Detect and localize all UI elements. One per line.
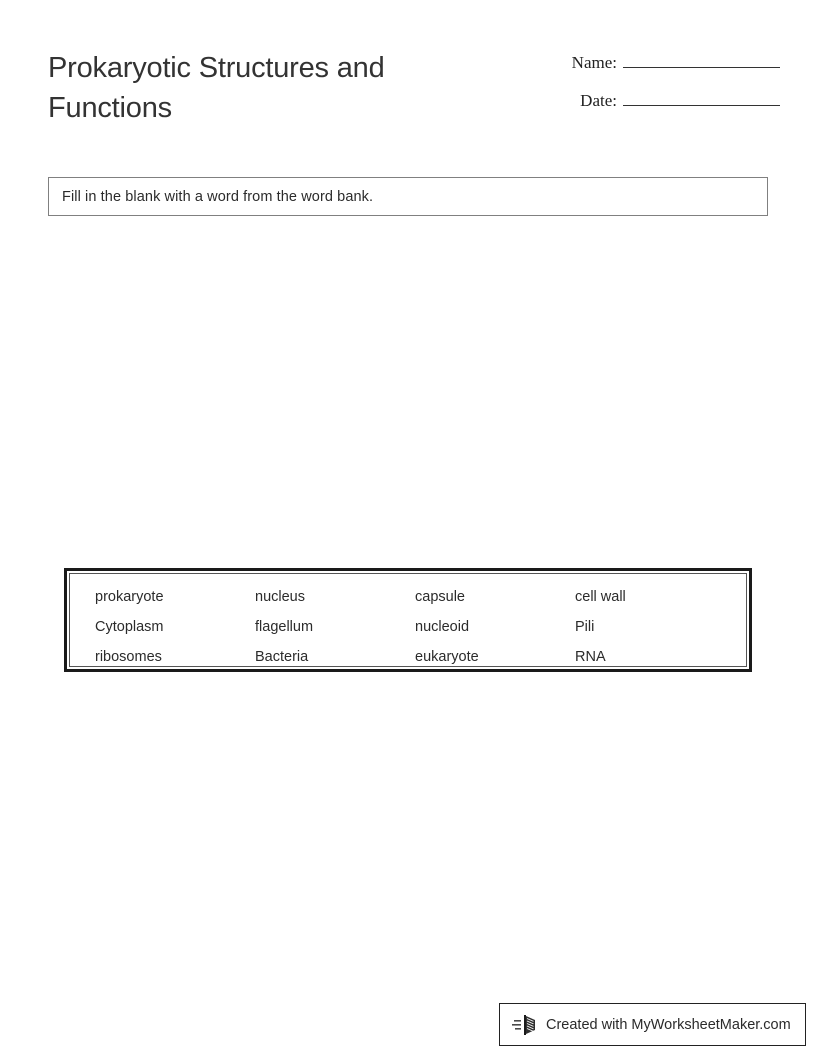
name-date-block bbox=[540, 50, 780, 126]
word-bank-word[interactable]: prokaryote bbox=[95, 589, 164, 605]
word-bank-word[interactable]: ribosomes bbox=[95, 649, 162, 665]
word-bank-word[interactable]: Cytoplasm bbox=[95, 619, 164, 635]
word-bank-row bbox=[70, 582, 746, 612]
word-bank-word[interactable]: RNA bbox=[575, 649, 606, 665]
word-bank-inner-border bbox=[69, 573, 747, 667]
word-bank-word[interactable]: cell wall bbox=[575, 589, 626, 605]
word-bank-word[interactable]: capsule bbox=[415, 589, 465, 605]
word-bank-word[interactable]: flagellum bbox=[255, 619, 314, 635]
word-bank bbox=[64, 568, 752, 672]
word-bank-word[interactable]: eukaryote bbox=[415, 649, 479, 665]
name-row bbox=[540, 50, 780, 88]
name-input[interactable] bbox=[623, 50, 780, 68]
word-bank-word[interactable]: Bacteria bbox=[255, 649, 309, 665]
word-bank-word[interactable]: Pili bbox=[575, 619, 595, 635]
word-bank-row bbox=[70, 642, 746, 672]
word-bank-word[interactable]: nucleus bbox=[255, 589, 305, 605]
word-bank-row bbox=[70, 612, 746, 642]
footer-badge[interactable] bbox=[499, 1003, 806, 1046]
instruction-box bbox=[48, 177, 768, 216]
date-label: Date: bbox=[580, 91, 617, 110]
questions-area bbox=[48, 236, 768, 556]
name-label: Name: bbox=[571, 53, 617, 72]
date-row bbox=[540, 88, 780, 126]
instruction-text: Fill in the blank with a word from the word bank. bbox=[62, 188, 374, 205]
myworksheetmaker-logo-icon bbox=[512, 1013, 538, 1037]
date-input[interactable] bbox=[623, 88, 780, 106]
footer-text: Created with MyWorksheetMaker.com bbox=[546, 1016, 791, 1033]
word-bank-word[interactable]: nucleoid bbox=[415, 619, 470, 635]
page-title: Prokaryotic Structures and Functions bbox=[48, 52, 385, 124]
